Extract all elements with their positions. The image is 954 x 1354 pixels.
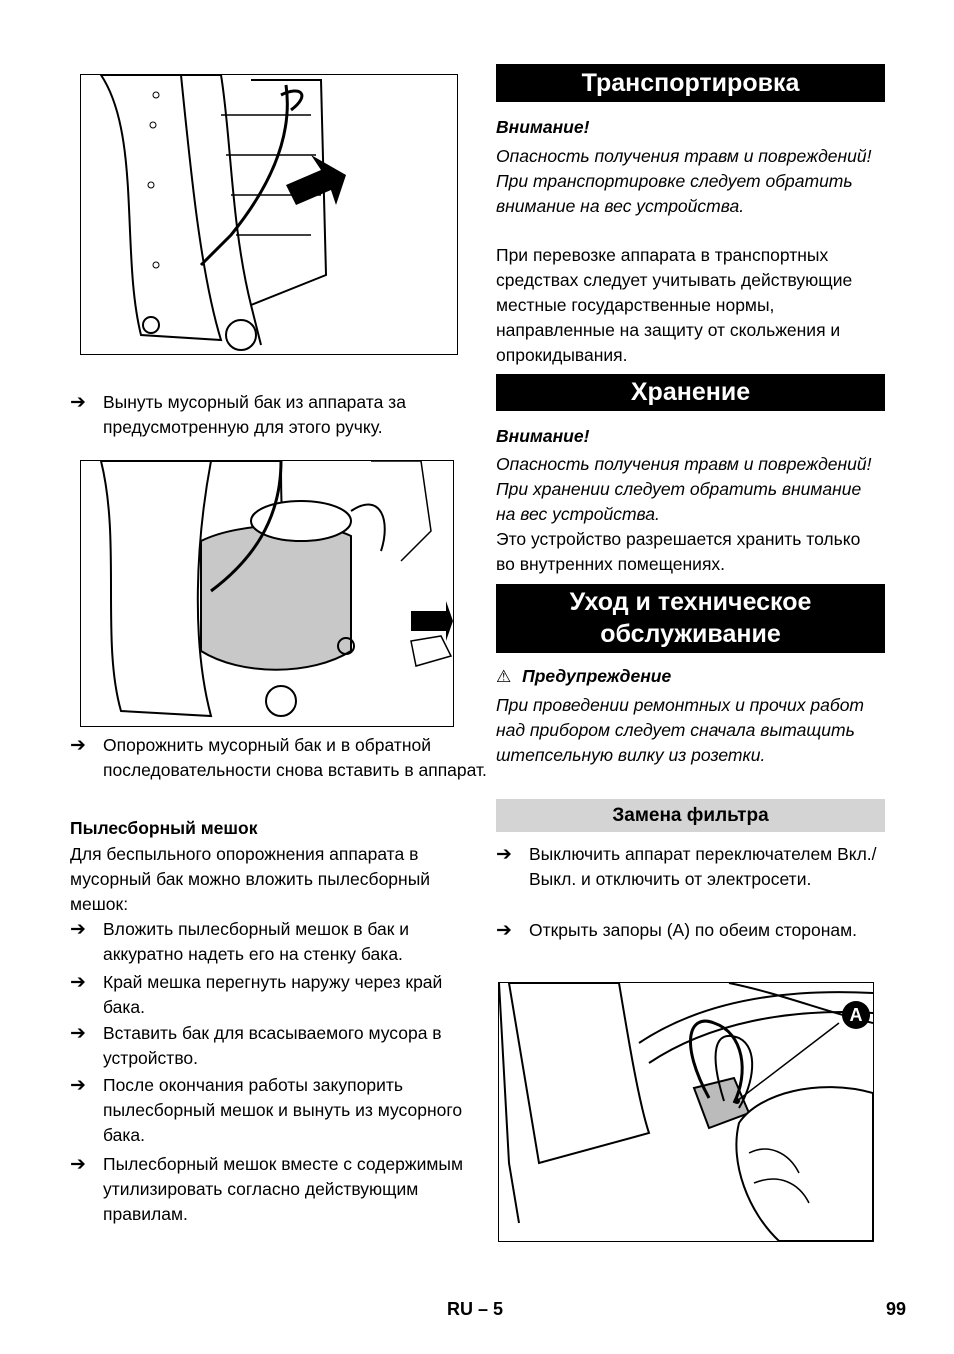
transport-warning-text: Опасность получения травм и повреждений! При транспортировке следует обратить внимание на вес устройства. [496, 146, 872, 216]
step-arrow-icon: ➔ [70, 1075, 86, 1096]
step-arrow-icon: ➔ [496, 920, 512, 941]
warning-triangle-icon: ⚠ [496, 667, 512, 686]
illustration-vacuum-handle [81, 75, 457, 354]
transport-warning-label: Внимание! [496, 117, 590, 137]
step-arrow-icon: ➔ [70, 972, 86, 993]
filter-step-1 [496, 842, 921, 892]
step-arrow-icon: ➔ [70, 919, 86, 940]
step-arrow-icon: ➔ [70, 392, 86, 413]
footer-section-code: RU – 5 [447, 1299, 504, 1319]
step-arrow-icon: ➔ [70, 1154, 86, 1175]
subsection-title-filter: Замена фильтра [496, 799, 885, 832]
illustration-bin-removal [81, 461, 453, 726]
filter-step-2 [496, 918, 914, 943]
care-warning-text: При проведении ремонтных и прочих работ над прибором следует сначала вытащить штепсельную вилку из розетки. [496, 695, 865, 765]
step-empty-bin [70, 733, 488, 783]
bag-step-5 [70, 1152, 493, 1227]
step-text: Опорожнить мусорный бак и в обратной последовательности снова вставить в аппарат. [103, 735, 487, 780]
step-text: После окончания работы закупорить пылесборный мешок и вынуть из мусорного бака. [103, 1075, 463, 1145]
step-text: Вложить пылесборный мешок в бак и аккуратно надеть его на стенку бака. [103, 919, 410, 964]
figure-open-latches [498, 982, 874, 1242]
section-title-storage: Хранение [496, 374, 885, 411]
footer-page-number: 99 [885, 1299, 906, 1319]
storage-warning-text: Опасность получения травм и повреждений! При хранении следует обратить внимание на вес устройства. [496, 454, 872, 524]
step-text: Выключить аппарат переключателем Вкл./Выкл. и отключить от электросети. [529, 844, 877, 889]
step-text: Открыть запоры (A) по обеим сторонам. [529, 920, 858, 940]
care-warning-heading [496, 664, 888, 689]
step-text: Край мешка перегнуть наружу через край бака. [103, 972, 443, 1017]
bag-intro: Для беспыльного опорожнения аппарата в мусорный бак можно вложить пылесборный мешок: [70, 844, 431, 914]
bag-step-2 [70, 970, 488, 1020]
bag-step-1 [70, 917, 493, 967]
bag-step-4 [70, 1073, 488, 1148]
care-warning-label: Предупреждение [522, 666, 672, 686]
storage-body: Это устройство разрешается хранить только во внутренних помещениях. [496, 529, 861, 574]
section-title-transport: Транспортировка [496, 64, 885, 102]
care-title-line2: обслуживание [600, 620, 781, 648]
callout-a-label: A [849, 1005, 863, 1025]
section-title-care [496, 584, 885, 653]
step-text: Вставить бак для всасываемого мусора в устройство. [103, 1023, 442, 1068]
step-text: Пылесборный мешок вместе с содержимым утилизировать согласно действующим правилам. [103, 1154, 464, 1224]
storage-warning-label: Внимание! [496, 426, 590, 446]
step-arrow-icon: ➔ [70, 735, 86, 756]
bag-step-3 [70, 1021, 488, 1071]
step-arrow-icon: ➔ [70, 1023, 86, 1044]
care-title-line1: Уход и техническое [569, 588, 812, 616]
figure-pull-bin-handle [80, 74, 458, 355]
bag-heading: Пылесборный мешок [70, 818, 258, 838]
illustration-latch [499, 983, 873, 1241]
figure-remove-bin [80, 460, 454, 727]
transport-body: При перевозке аппарата в транспортных средствах следует учитывать действующие местные государственные нормы, направленные на защиту от скольжения и опрокидывания. [496, 245, 853, 365]
step-text: Вынуть мусорный бак из аппарата за предусмотренную для этого ручку. [103, 392, 406, 437]
step-arrow-icon: ➔ [496, 844, 512, 865]
step-remove-bin [70, 390, 488, 440]
